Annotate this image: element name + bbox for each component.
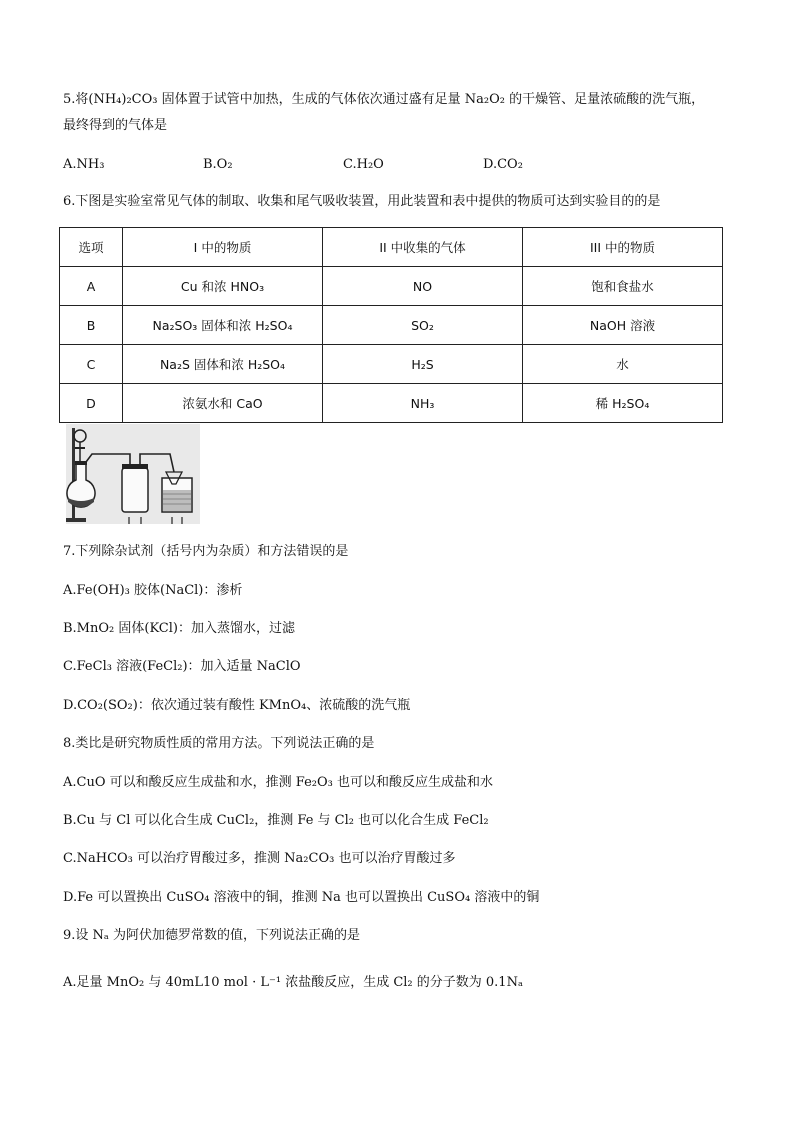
table-cell: 稀 H₂SO₄	[523, 384, 723, 423]
q5-option-b: B.O₂	[203, 157, 233, 172]
q8-stem: 8.类比是研究物质性质的常用方法。下列说法正确的是	[63, 736, 375, 751]
q8-option-a: A.CuO 可以和酸反应生成盐和水，推测 Fe₂O₃ 也可以和酸反应生成盐和水	[63, 775, 493, 790]
table-cell: Na₂S 固体和浓 H₂SO₄	[123, 345, 323, 384]
table-row	[60, 345, 723, 384]
q7-option-b: B.MnO₂ 固体(KCl)：加入蒸馏水，过滤	[63, 621, 295, 636]
table-cell: NO	[323, 267, 523, 306]
table-cell: C	[60, 345, 123, 384]
q7-option-a: A.Fe(OH)₃ 胶体(NaCl)：渗析	[63, 583, 243, 598]
table-header-row	[60, 228, 723, 267]
q5-option-a: A.NH₃	[63, 157, 105, 172]
q5-stem-line2: 最终得到的气体是	[63, 118, 168, 133]
table-cell: 浓氨水和 CaO	[123, 384, 323, 423]
table-header-cell: II 中收集的气体	[323, 228, 523, 267]
table-row	[60, 384, 723, 423]
q7-stem: 7.下列除杂试剂（括号内为杂质）和方法错误的是	[63, 544, 349, 559]
q8-option-d: D.Fe 可以置换出 CuSO₄ 溶液中的铜，推测 Na 也可以置换出 CuSO₄ 溶液中的铜	[63, 890, 540, 905]
table-cell: Na₂SO₃ 固体和浓 H₂SO₄	[123, 306, 323, 345]
table-header-cell: I 中的物质	[123, 228, 323, 267]
gas-apparatus-diagram	[66, 424, 200, 524]
q8-option-b: B.Cu 与 Cl 可以化合生成 CuCl₂，推测 Fe 与 Cl₂ 也可以化合生成 FeCl₂	[63, 813, 489, 828]
table-cell: D	[60, 384, 123, 423]
q6-stem: 6.下图是实验室常见气体的制取、收集和尾气吸收装置，用此装置和表中提供的物质可达到实验目的的是	[63, 194, 661, 209]
table-cell: A	[60, 267, 123, 306]
q5-stem-line1: 5.将(NH₄)₂CO₃ 固体置于试管中加热，生成的气体依次通过盛有足量 Na₂O₂ 的干燥管、足量浓硫酸的洗气瓶，	[63, 92, 705, 107]
table-cell: NaOH 溶液	[523, 306, 723, 345]
table-cell: 水	[523, 345, 723, 384]
q5-option-c: C.H₂O	[343, 157, 384, 172]
q9-option-a: A.足量 MnO₂ 与 40mL10 mol · L⁻¹ 浓盐酸反应，生成 Cl₂ 的分子数为 0.1Nₐ	[63, 975, 523, 990]
table-header-cell: 选项	[60, 228, 123, 267]
table-header-cell: III 中的物质	[523, 228, 723, 267]
q5-option-d: D.CO₂	[483, 157, 523, 172]
table-row	[60, 306, 723, 345]
q8-option-c: C.NaHCO₃ 可以治疗胃酸过多，推测 Na₂CO₃ 也可以治疗胃酸过多	[63, 851, 456, 866]
q9-stem: 9.设 Nₐ 为阿伏加德罗常数的值，下列说法正确的是	[63, 928, 361, 943]
table-cell: NH₃	[323, 384, 523, 423]
table-cell: 饱和食盐水	[523, 267, 723, 306]
table-row	[60, 267, 723, 306]
table-cell: B	[60, 306, 123, 345]
q6-options-table	[59, 227, 723, 423]
table-cell: Cu 和浓 HNO₃	[123, 267, 323, 306]
q7-option-c: C.FeCl₃ 溶液(FeCl₂)：加入适量 NaClO	[63, 659, 301, 674]
table-cell: SO₂	[323, 306, 523, 345]
q7-option-d: D.CO₂(SO₂)：依次通过装有酸性 KMnO₄、浓硫酸的洗气瓶	[63, 698, 411, 713]
table-cell: H₂S	[323, 345, 523, 384]
